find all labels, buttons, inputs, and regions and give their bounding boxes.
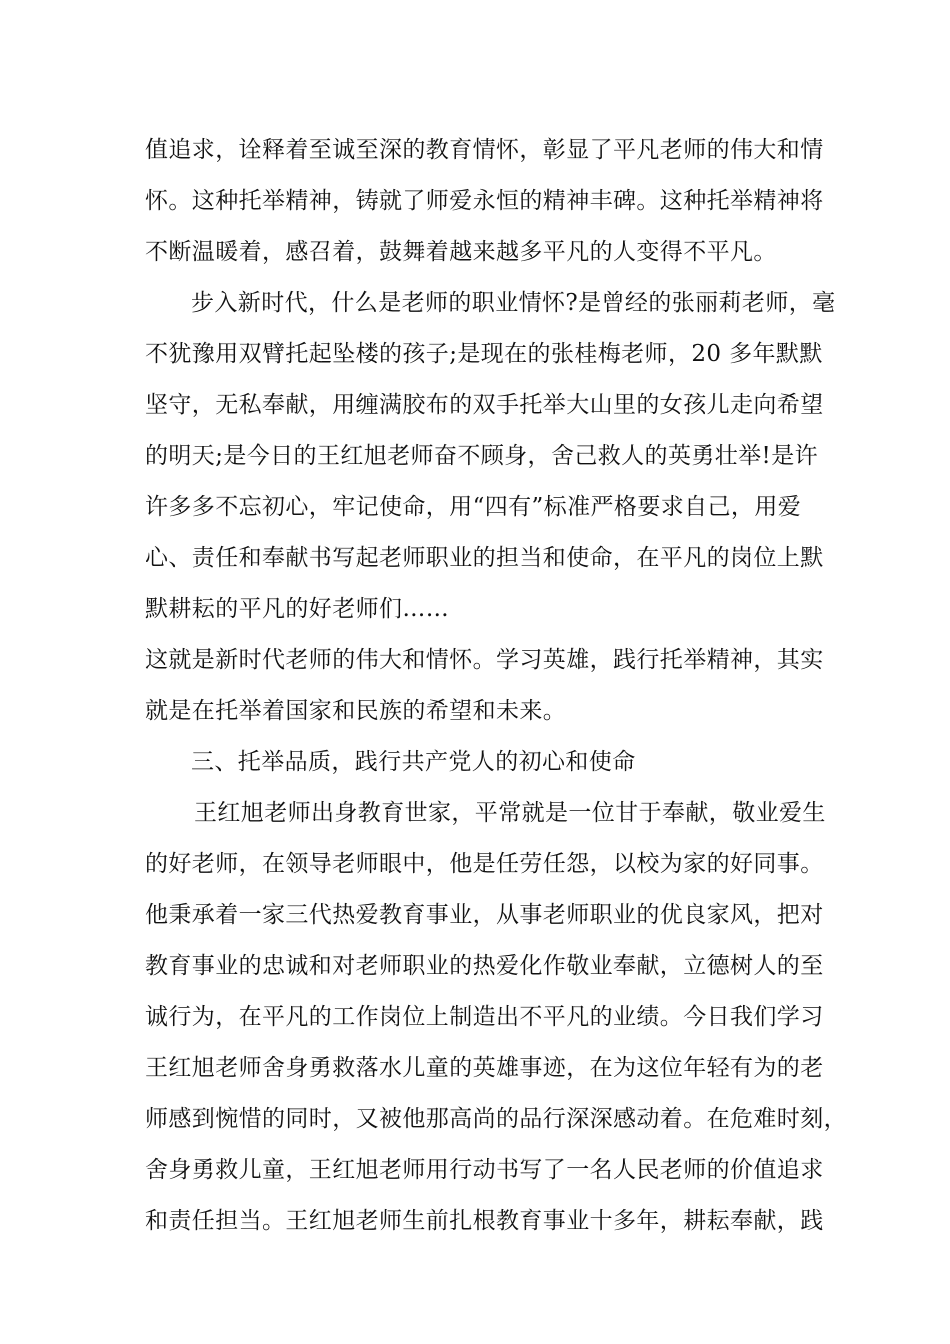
text-line: 他秉承着一家三代热爱教育事业，从事老师职业的优良家风，把对: [145, 902, 824, 928]
paragraph-start-line: 步入新时代，什么是老师的职业情怀?是曾经的张丽莉老师，毫: [191, 290, 836, 316]
text-line: 不犹豫用双臂托起坠楼的孩子;是现在的张桂梅老师，20 多年默默: [145, 341, 823, 367]
text-line: 师感到惋惜的同时，又被他那高尚的品行深深感动着。在危难时刻，: [145, 1106, 847, 1132]
text-line: 诚行为，在平凡的工作岗位上制造出不平凡的业绩。今日我们学习: [145, 1004, 824, 1030]
text-line: 王红旭老师舍身勇救落水儿童的英雄事迹，在为这位年轻有为的老: [145, 1055, 824, 1081]
text-line: 心、责任和奉献书写起老师职业的担当和使命，在平凡的岗位上默: [145, 545, 824, 571]
text-line: 舍身勇救儿童，王红旭老师用行动书写了一名人民老师的价值追求: [145, 1157, 824, 1183]
text-line: 就是在托举着国家和民族的希望和未来。: [145, 698, 567, 724]
text-line: 值追求，诠释着至诚至深的教育情怀，彰显了平凡老师的伟大和情: [145, 137, 824, 163]
text-line: 的好老师，在领导老师眼中，他是任劳任怨，以校为家的好同事。: [145, 851, 824, 877]
text-line: 这就是新时代老师的伟大和情怀。学习英雄，践行托举精神，其实: [145, 647, 824, 673]
text-line: 默耕耘的平凡的好老师们……: [145, 596, 450, 622]
body-text: [145, 125, 847, 1247]
text-line: 不断温暖着，感召着，鼓舞着越来越多平凡的人变得不平凡。: [145, 239, 777, 265]
section-heading: 三、托举品质，践行共产党人的初心和使命: [191, 749, 636, 775]
text-line: 许多多不忘初心，牢记使命，用“四有”标准严格要求自己，用爱: [145, 494, 802, 520]
text-line: 坚守，无私奉献，用缠满胶布的双手托举大山里的女孩儿走向希望: [145, 392, 824, 418]
text-line: 教育事业的忠诚和对老师职业的热爱化作敬业奉献，立德树人的至: [145, 953, 824, 979]
text-line: 的明天;是今日的王红旭老师奋不顾身，舍己救人的英勇壮举!是许: [145, 443, 818, 469]
paragraph-start-line: 王红旭老师出身教育世家，平常就是一位甘于奉献，敬业爱生: [194, 800, 826, 826]
text-line: 和责任担当。王红旭老师生前扎根教育事业十多年，耕耘奉献，践: [145, 1208, 824, 1234]
text-line: 怀。这种托举精神，铸就了师爱永恒的精神丰碑。这种托举精神将: [145, 188, 824, 214]
